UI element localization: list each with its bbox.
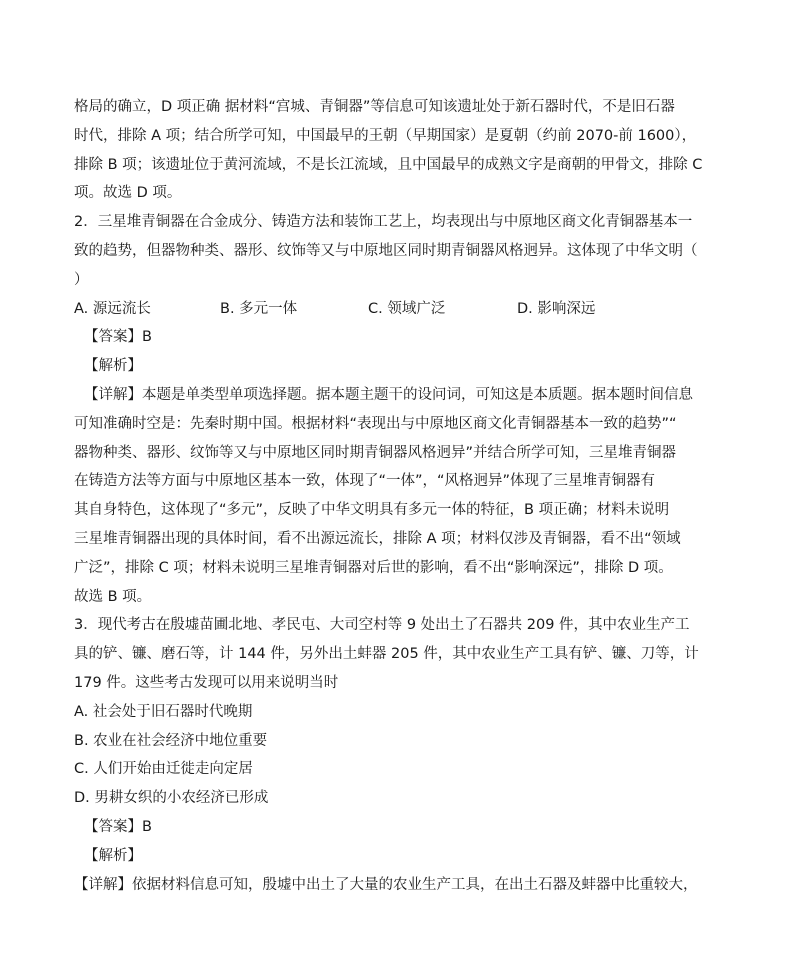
option-c: C. 人们开始由迁徙走向定居 xyxy=(74,761,253,778)
detail-explanation xyxy=(74,381,693,611)
text-line: 排除 B 项；该遗址位于黄河流域，不是长江流域，且中国最早的成熟文字是商朝的甲骨文，排除 C xyxy=(74,156,703,173)
document-content xyxy=(74,93,703,899)
detail-line: 可知准确时空是：先秦时期中国。根据材料“表现出与中原地区商文化青铜器基本一致的趋势”“ xyxy=(74,415,677,432)
option-a: A. 源远流长 xyxy=(74,300,151,317)
answer-label: 【答案】B xyxy=(84,818,152,835)
detail-line: 【详解】本题是单类型单项选择题。据本题主题干的设问词，可知这是本质题。据本题时间信息 xyxy=(84,386,693,403)
analysis-label: 【解析】 xyxy=(84,358,142,375)
answer-label: 【答案】B xyxy=(84,329,152,346)
text-line: 时代，排除 A 项；结合所学可知，中国最早的王朝（早期国家）是夏朝（约前 2070-前 1600）， xyxy=(74,127,697,144)
question-stem-line: ） xyxy=(74,271,89,288)
detail-line: 广泛”，排除 C 项；材料未说明三星堆青铜器对后世的影响，看不出“影响深远”，排除 D 项。 xyxy=(74,559,673,576)
option-d: D. 影响深远 xyxy=(517,300,596,317)
option-c: C. 领域广泛 xyxy=(368,300,446,317)
question-3 xyxy=(74,611,699,899)
detail-line: 三星堆青铜器出现的具体时间，看不出源远流长，排除 A 项；材料仅涉及青铜器，看不出“领域 xyxy=(74,530,681,547)
question-stem-line: 3．现代考古在殷墟苗圃北地、孝民屯、大司空村等 9 处出土了石器共 209 件，其中农业生产工 xyxy=(74,617,690,634)
option-a: A. 社会处于旧石器时代晚期 xyxy=(74,703,253,720)
analysis-label: 【解析】 xyxy=(84,847,142,864)
previous-explanation xyxy=(74,93,703,208)
text-line: 格局的确立，D 项正确 据材料“宫城、青铜器”等信息可知该遗址处于新石器时代，不是旧石器 xyxy=(74,99,675,115)
detail-line: 在铸造方法等方面与中原地区基本一致，体现了“一体”，“风格迥异”体现了三星堆青铜器有 xyxy=(74,473,656,490)
detail-line: 器物种类、器形、纹饰等又与中原地区同时期青铜器风格迥异”并结合所学可知，三星堆青铜器 xyxy=(74,444,677,461)
question-stem-line: 具的铲、镰、磨石等，计 144 件，另外出土蚌器 205 件，其中农业生产工具有铲、镰、刀等，计 xyxy=(74,646,699,663)
detail-line: 故选 B 项。 xyxy=(74,588,152,605)
option-row xyxy=(74,295,674,324)
question-stem-line: 179 件。这些考古发现可以用来说明当时 xyxy=(74,674,339,691)
question-stem-line: 2．三星堆青铜器在合金成分、铸造方法和装饰工艺上，均表现出与中原地区商文化青铜器基本一 xyxy=(74,214,693,231)
detail-line: 其自身特色，这体现了“多元”，反映了中华文明具有多元一体的特征，B 项正确；材料未说明 xyxy=(74,502,670,519)
text-line: 项。故选 D 项。 xyxy=(74,185,182,202)
option-b: B. 多元一体 xyxy=(220,300,298,317)
question-2 xyxy=(74,208,698,611)
option-b: B. 农业在社会经济中地位重要 xyxy=(74,732,268,749)
option-d: D. 男耕女织的小农经济已形成 xyxy=(74,790,269,807)
question-stem-line: 致的趋势，但器物种类、器形、纹饰等又与中原地区同时期青铜器风格迥异。这体现了中华文明（ xyxy=(74,242,698,259)
detail-line: 【详解】依据材料信息可知，殷墟中出土了大量的农业生产工具，在出土石器及蚌器中比重较大， xyxy=(74,876,698,893)
